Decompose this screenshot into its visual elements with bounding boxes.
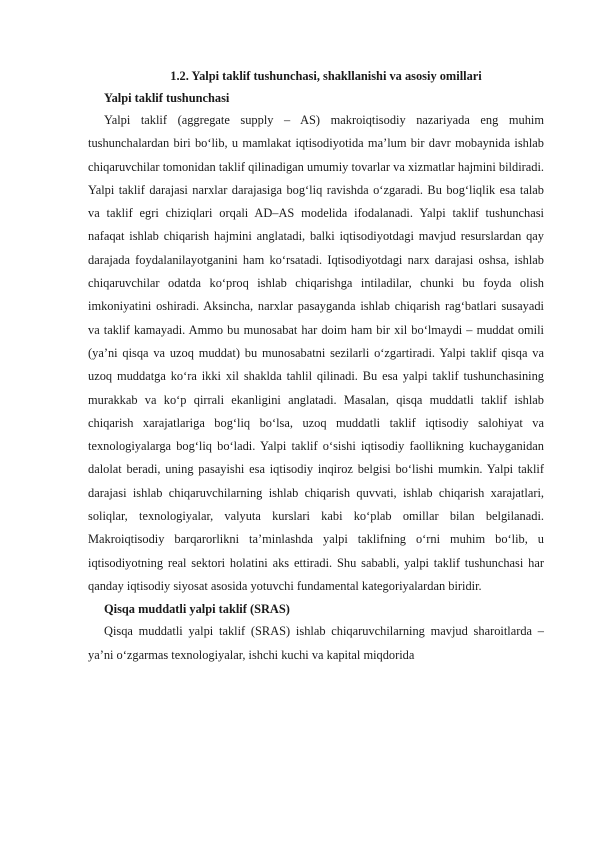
subheading-yalpi-taklif: Yalpi taklif tushunchasi [104, 91, 230, 105]
document-page [88, 65, 544, 667]
paragraph-sras: Qisqa muddatli yalpi taklif (SRAS) ishlab chiqaruvchilarning mavjud sharoitlarda – ya’ni o‘zgarmas texnologiyalar, ishchi kuchi va kapital miqdorida [88, 624, 544, 662]
paragraph-yalpi-taklif: Yalpi taklif (aggregate supply – AS) makroiqtisodiy nazariyada eng muhim tushunchalardan biri bo‘lib, u mamlakat iqtisodiyotida ma’lum bir davr mobaynida ishlab chiqaruvchilar tomonidan taklif qilinadigan umumiy tovarlar va xizmatlar hajmini bildiradi. Yalpi taklif darajasi narxlar darajasiga bog‘liq ravishda o‘zgaradi. Bu bog‘liqlik esa talab va taklif egri chiziqlari orqali AD–AS modelida ifodalanadi. Yalpi taklif tushunchasi nafaqat ishlab chiqarish hajmini anglatadi, balki iqtisodiyotdagi mavjud resurslardan qay darajada foydalanilayotganini ham ko‘rsatadi. Iqtisodiyotdagi narx darajasi oshsa, ishlab chiqaruvchilar odatda ko‘proq ishlab chiqarishga intiladilar, chunki bu foyda olish imkoniyatini oshiradi. Aksincha, narxlar pasayganda ishlab chiqarish rag‘batlari susayadi va taklif kamayadi. Ammo bu munosabat har doim ham bir xil bo‘lmaydi – muddat omili (ya’ni qisqa va uzoq muddat) bu munosabatni sezilarli o‘zgartiradi. Yalpi taklif qisqa va uzoq muddatga ko‘ra ikki xil shaklda tahlil qilinadi. Bu esa yalpi taklif tushunchasining murakkab va ko‘p qirrali ekanligini anglatadi. Masalan, qisqa muddatli taklif ishlab chiqarish xarajatlariga bog‘liq bo‘lsa, uzoq muddatli taklif iqtisodiy salohiyat va texnologiyalarga bog‘liq bo‘ladi. Yalpi taklif o‘sishi iqtisodiy faollikning kuchayganidan dalolat beradi, uning pasayishi esa iqtisodiy inqiroz belgisi bo‘lishi mumkin. Yalpi taklif darajasi ishlab chiqaruvchilarning ishlab chiqarish quvvati, ishlab chiqarish xarajatlari, soliqlar, texnologiyalar, valyuta kurslari kabi ko‘plab omillar bilan belgilanadi. Makroiqtisodiy barqarorlikni ta’minlashda yalpi taklifning o‘rni muhim bo‘lib, u iqtisodiyotning real sektori holatini aks ettiradi. Shu sababli, yalpi taklif tushunchasi har qanday iqtisodiy siyosat asosida yotuvchi fundamental kategoriyalardan biridir. [88, 113, 544, 593]
subheading-sras: Qisqa muddatli yalpi taklif (SRAS) [104, 602, 290, 617]
section-title: 1.2. Yalpi taklif tushunchasi, shakllanishi va asosiy omillari [170, 69, 482, 83]
